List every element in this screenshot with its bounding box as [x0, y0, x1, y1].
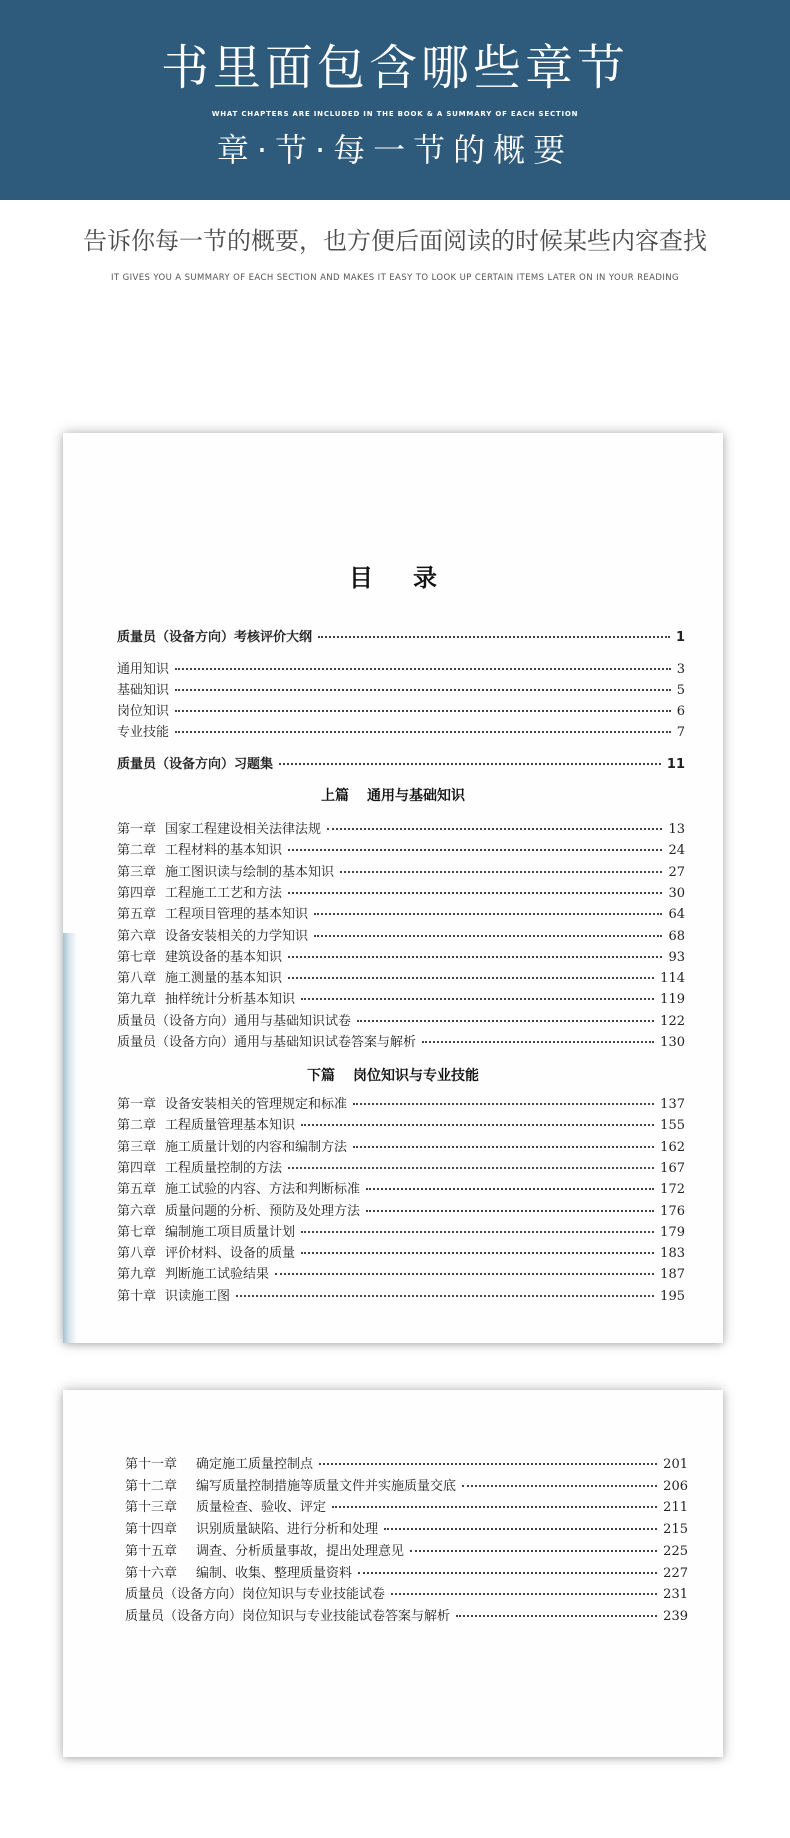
toc-entry-page: 215: [663, 1522, 688, 1538]
toc-entry-title: 通用知识: [117, 662, 170, 677]
toc-entry-title: 质量员（设备方向）考核评价大纲: [117, 630, 313, 645]
header-banner: [0, 0, 790, 200]
toc-entry-page: 3: [676, 662, 685, 677]
toc-entry-title: 抽样统计分析基本知识: [165, 992, 296, 1008]
toc-entry-title: 质量问题的分析、预防及处理方法: [165, 1203, 361, 1219]
toc-entry-title: 工程项目管理的基本知识: [165, 907, 309, 923]
toc-entry-title: 质量员（设备方向）岗位知识与专业技能试卷答案与解析: [125, 1608, 451, 1624]
part-label: 上篇: [321, 788, 349, 804]
dot-leader: [318, 636, 670, 638]
toc-entry-page: 172: [660, 1182, 685, 1198]
toc-entry-title: 施工质量计划的内容和编制方法: [165, 1139, 348, 1155]
toc-entry-page: 93: [668, 949, 685, 965]
toc-chapter-number: 第七章: [117, 1224, 157, 1240]
toc-entry-page: 176: [660, 1203, 685, 1219]
toc-row: [117, 843, 685, 859]
toc-entry-title: 质量检查、验收、评定: [196, 1500, 327, 1516]
toc-entry-page: 167: [660, 1160, 685, 1176]
toc-entry-page: 201: [663, 1457, 688, 1472]
toc-entry-page: 6: [676, 704, 685, 719]
toc-row: [117, 971, 685, 987]
toc-entry-title: 施工试验的内容、方法和判断标准: [165, 1182, 361, 1198]
toc-chapter-number: 第九章: [117, 992, 157, 1008]
dot-leader: [410, 1550, 657, 1552]
toc-chapter-number: 第十三章: [125, 1500, 178, 1516]
toc-entry-page: 179: [660, 1224, 685, 1240]
dot-leader: [332, 1506, 657, 1508]
toc-row: [117, 725, 685, 741]
toc-chapter-number: 第四章: [117, 885, 157, 901]
dot-leader: [288, 892, 662, 894]
toc-chapter-number: 第一章: [117, 822, 157, 837]
toc-chapter-number: 第十五章: [125, 1543, 178, 1559]
toc-chapter-number: 第六章: [117, 928, 157, 944]
dot-leader: [175, 710, 671, 712]
part1-heading: [63, 785, 723, 805]
toc-chapter-number: 第八章: [117, 971, 157, 987]
toc-entry-title: 工程施工工艺和方法: [165, 885, 283, 901]
toc-row: [117, 950, 685, 966]
dot-leader: [236, 1295, 654, 1297]
toc-entry-title: 编制、收集、整理质量资料: [196, 1565, 353, 1581]
toc-chapter-number: 第十二章: [125, 1478, 178, 1494]
dot-leader: [301, 998, 654, 1000]
dot-leader: [288, 977, 654, 979]
toc-entry-title: 工程材料的基本知识: [165, 843, 283, 859]
toc-row: [117, 1267, 685, 1283]
toc-page-2: [63, 1390, 723, 1757]
toc-row: [117, 1161, 685, 1177]
dot-leader: [366, 1188, 654, 1190]
toc-row: [117, 704, 685, 720]
toc-row: [117, 865, 685, 881]
toc-row: [117, 1204, 685, 1220]
banner-title: 书里面包含哪些章节: [160, 40, 629, 96]
toc-entry-page: 13: [668, 822, 685, 837]
toc-row: [117, 1140, 685, 1156]
toc-entry-page: 137: [660, 1097, 685, 1112]
dot-leader: [314, 935, 662, 937]
toc-entry-page: 1: [675, 630, 685, 645]
dot-leader: [384, 1528, 657, 1530]
toc-chapter-number: 第十四章: [125, 1522, 178, 1538]
banner-subtitle-en: WHAT CHAPTERS ARE INCLUDED IN THE BOOK & A SUMMARY OF EACH SECTION: [211, 110, 579, 118]
toc-entry-page: 30: [668, 885, 685, 901]
toc-entry-title: 确定施工质量控制点: [196, 1457, 314, 1472]
dot-leader: [279, 763, 661, 765]
toc-entry-page: 195: [660, 1288, 685, 1304]
toc-entry-page: 7: [676, 725, 685, 740]
toc-row: [117, 662, 685, 678]
toc-row: [117, 1225, 685, 1241]
toc-row: [117, 1097, 685, 1113]
toc-chapter-number: 第三章: [117, 864, 157, 880]
dot-leader: [391, 1593, 657, 1595]
toc-row: [125, 1609, 688, 1625]
toc-entry-title: 质量员（设备方向）通用与基础知识试卷答案与解析: [117, 1035, 417, 1050]
dot-leader: [175, 668, 671, 670]
toc-row: [117, 822, 685, 838]
part-title: 通用与基础知识: [367, 788, 465, 804]
part-title: 岗位知识与专业技能: [353, 1068, 479, 1084]
dot-leader: [288, 956, 662, 958]
toc-chapter-number: 第二章: [117, 1118, 157, 1134]
toc-entry-page: 155: [660, 1118, 685, 1134]
toc-entry-page: 5: [676, 683, 685, 698]
toc-entry-page: 114: [660, 971, 685, 987]
toc-row: [117, 886, 685, 902]
toc-chapter-number: 第一章: [117, 1097, 157, 1112]
toc-entry-page: 122: [660, 1013, 685, 1029]
toc-entry-title: 施工测量的基本知识: [165, 971, 283, 987]
dot-leader: [175, 689, 671, 691]
toc-row: [125, 1587, 688, 1603]
dot-leader: [175, 731, 671, 733]
dot-leader: [357, 1020, 654, 1022]
dot-leader: [422, 1041, 654, 1043]
toc-entry-title: 设备安装相关的管理规定和标准: [165, 1097, 348, 1112]
toc-entry-page: 24: [668, 843, 685, 859]
toc-row: [117, 1289, 685, 1305]
dot-leader: [301, 1252, 654, 1254]
dot-leader: [301, 1231, 654, 1233]
toc-entry-title: 编制施工项目质量计划: [165, 1224, 296, 1240]
toc-chapter-number: 第六章: [117, 1203, 157, 1219]
toc-row: [125, 1544, 688, 1560]
toc-entry-title: 国家工程建设相关法律法规: [165, 822, 322, 837]
toc-row: [125, 1522, 688, 1538]
toc-entry-page: 11: [666, 757, 685, 772]
toc-row-exercises: [117, 757, 685, 773]
dot-leader: [327, 828, 662, 830]
toc-row: [125, 1457, 688, 1473]
dot-leader: [288, 849, 662, 851]
dot-leader: [456, 1615, 657, 1617]
dot-leader: [275, 1273, 654, 1275]
toc-entry-page: 130: [660, 1035, 685, 1050]
dot-leader: [288, 1167, 654, 1169]
toc-entry-page: 227: [663, 1565, 688, 1581]
toc-row: [117, 907, 685, 923]
toc-entry-page: 206: [663, 1478, 688, 1494]
dot-leader: [462, 1485, 657, 1487]
toc-entry-page: 64: [668, 907, 685, 923]
toc-entry-page: 239: [663, 1608, 688, 1624]
toc-entry-title: 识别质量缺陷、进行分析和处理: [196, 1522, 379, 1538]
toc-row: [117, 1014, 685, 1030]
toc-chapter-number: 第二章: [117, 843, 157, 859]
intro-text-cn: 告诉你每一节的概要，也方便后面阅读的时候某些内容查找: [83, 227, 707, 255]
toc-row: [125, 1479, 688, 1495]
dot-leader: [366, 1210, 654, 1212]
toc-entry-page: 68: [668, 928, 685, 944]
toc-row-outline: [117, 630, 685, 646]
toc-row: [125, 1500, 688, 1516]
toc-entry-title: 设备安装相关的力学知识: [165, 928, 309, 944]
toc-entry-title: 编写质量控制措施等质量文件并实施质量交底: [196, 1478, 457, 1494]
book-spine-shadow: [63, 933, 77, 1343]
toc-entry-title: 基础知识: [117, 683, 170, 698]
toc-entry-title: 工程质量管理基本知识: [165, 1118, 296, 1134]
toc-page-1: [63, 433, 723, 1343]
toc-row: [117, 992, 685, 1008]
toc-entry-title: 判断施工试验结果: [165, 1267, 270, 1283]
toc-entry-title: 岗位知识: [117, 704, 170, 719]
part2-heading: [63, 1065, 723, 1085]
toc-entry-title: 质量员（设备方向）习题集: [117, 757, 274, 772]
toc-row: [117, 683, 685, 699]
toc-row: [117, 1182, 685, 1198]
toc-chapter-number: 第八章: [117, 1246, 157, 1262]
toc-row: [117, 1035, 685, 1051]
dot-leader: [301, 1124, 654, 1126]
part-label: 下篇: [307, 1068, 335, 1084]
dot-leader: [314, 913, 662, 915]
toc-entry-title: 识读施工图: [165, 1288, 231, 1304]
toc-entry-title: 施工图识读与绘制的基本知识: [165, 864, 335, 880]
toc-entry-page: 225: [663, 1543, 688, 1559]
toc-entry-title: 调查、分析质量事故，提出处理意见: [196, 1543, 405, 1559]
toc-chapter-number: 第十章: [117, 1288, 157, 1304]
toc-entry-title: 工程质量控制的方法: [165, 1160, 283, 1176]
toc-chapter-number: 第四章: [117, 1160, 157, 1176]
toc-entry-page: 162: [660, 1139, 685, 1155]
toc-chapter-number: 第五章: [117, 907, 157, 923]
intro-text-en: IT GIVES YOU A SUMMARY OF EACH SECTION AND MAKES IT EASY TO LOOK UP CERTAIN ITEMS LATER ON IN YOUR READING: [110, 273, 679, 283]
toc-entry-page: 231: [663, 1587, 688, 1603]
toc-chapter-number: 第三章: [117, 1139, 157, 1155]
toc-title: 目录: [349, 563, 477, 592]
toc-chapter-number: 第九章: [117, 1267, 157, 1283]
toc-entry-page: 119: [660, 992, 685, 1008]
toc-entry-title: 质量员（设备方向）通用与基础知识试卷: [117, 1013, 352, 1029]
toc-chapter-number: 第十六章: [125, 1565, 178, 1581]
toc-entry-title: 专业技能: [117, 725, 170, 740]
toc-row: [117, 1118, 685, 1134]
toc-chapter-number: 第五章: [117, 1182, 157, 1198]
toc-entry-title: 质量员（设备方向）岗位知识与专业技能试卷: [125, 1587, 386, 1603]
toc-chapter-number: 第十一章: [125, 1457, 178, 1472]
toc-entry-title: 建筑设备的基本知识: [165, 949, 283, 965]
banner-subtitle: 章·节·每一节的概要: [216, 131, 574, 169]
toc-entry-page: 187: [660, 1267, 685, 1283]
toc-row: [125, 1566, 688, 1582]
dot-leader: [358, 1572, 657, 1574]
toc-entry-page: 27: [668, 864, 685, 880]
dot-leader: [319, 1463, 657, 1465]
dot-leader: [353, 1103, 654, 1105]
dot-leader: [340, 871, 662, 873]
dot-leader: [353, 1146, 654, 1148]
toc-entry-page: 183: [660, 1246, 685, 1262]
toc-row: [117, 929, 685, 945]
toc-entry-title: 评价材料、设备的质量: [165, 1246, 296, 1262]
toc-chapter-number: 第七章: [117, 949, 157, 965]
toc-entry-page: 211: [663, 1500, 688, 1516]
toc-row: [117, 1246, 685, 1262]
